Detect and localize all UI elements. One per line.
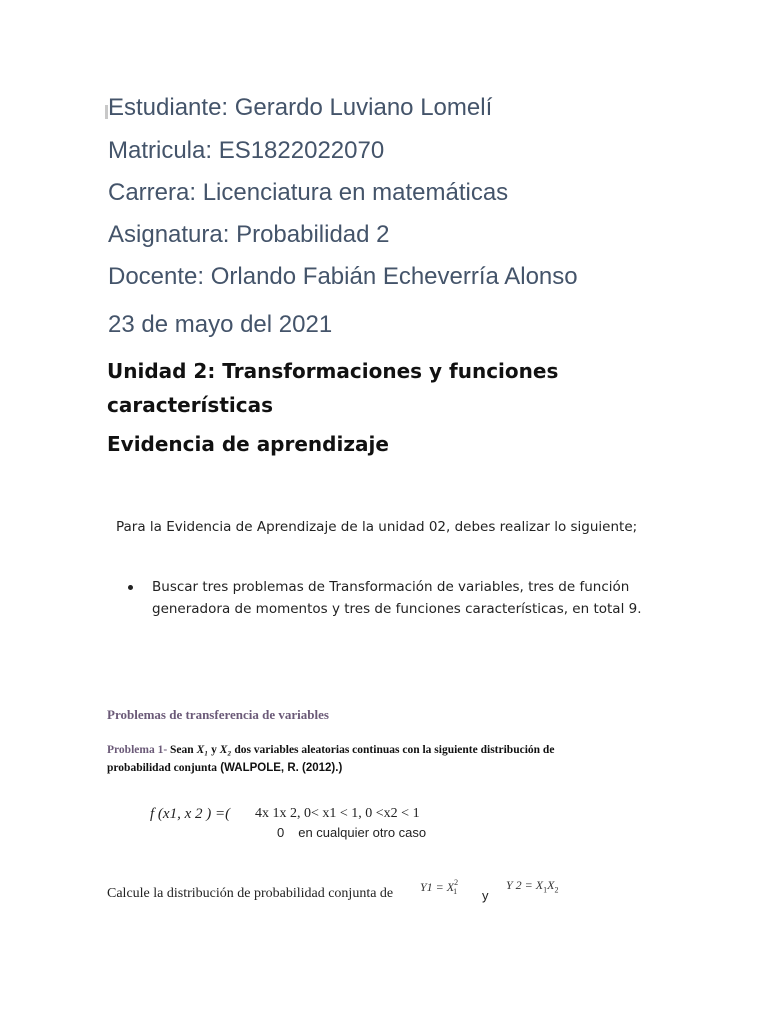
equation-y1: $Y1 = X^2_1$	[420, 878, 459, 897]
section-heading: Problemas de transferencia de variables	[107, 707, 329, 722]
evidence-title: Evidencia de aprendizaje	[107, 432, 389, 456]
variable-x1: X₁	[196, 744, 209, 756]
formula-case-2	[277, 825, 426, 840]
formula-case-1: 4x 1x 2, 0< x1 < 1, 0 <x2 < 1	[255, 806, 420, 821]
problem-text-a: Sean	[170, 744, 197, 756]
problem-text-c: dos variables aleatorias continuas con la siguiente distribución de probabilidad conjunta	[107, 744, 555, 774]
conjunction-y: y	[482, 888, 489, 903]
docente-line: Docente: Orlando Fabián Echeverría Alonso	[108, 263, 578, 290]
list-item	[126, 576, 666, 620]
list-item-text: Buscar tres problemas de Transformación de variables, tres de función generadora de momentos y tres de funciones características, en total 9.	[152, 579, 642, 617]
calc-sentence: Calcule la distribución de probabilidad conjunta de	[107, 886, 394, 901]
carrera-line: Carrera: Licenciatura en matemáticas	[108, 179, 509, 206]
intro-paragraph: Para la Evidencia de Aprendizaje de la unidad 02, debes realizar lo siguiente;	[116, 519, 638, 535]
problem-label: Problema 1-	[107, 744, 168, 756]
problem-1-statement	[107, 741, 577, 777]
student-line: Estudiante: Gerardo Luviano Lomelí	[108, 94, 493, 121]
asignatura-line: Asignatura: Probabilidad 2	[108, 221, 390, 248]
variable-x2: X₂	[219, 744, 232, 756]
formula-zero-value: 0	[277, 825, 285, 840]
equation-y2: Y $2 = X_1X_2$	[506, 878, 559, 895]
bullet-icon	[128, 585, 133, 590]
unit-title: Unidad 2: Transformaciones y funciones características	[107, 359, 559, 417]
instructions-list	[126, 576, 666, 620]
matricula-line: Matricula: ES1822022070	[108, 137, 385, 164]
problem-text-b: y	[208, 744, 220, 756]
date-line: 23 de mayo del 2021	[108, 311, 333, 338]
problem-citation: (WALPOLE, R. (2012).)	[217, 762, 343, 774]
formula-lhs: f (x1, x 2 ) =(	[150, 806, 231, 822]
formula-otherwise: en cualquier otro caso	[298, 825, 427, 840]
